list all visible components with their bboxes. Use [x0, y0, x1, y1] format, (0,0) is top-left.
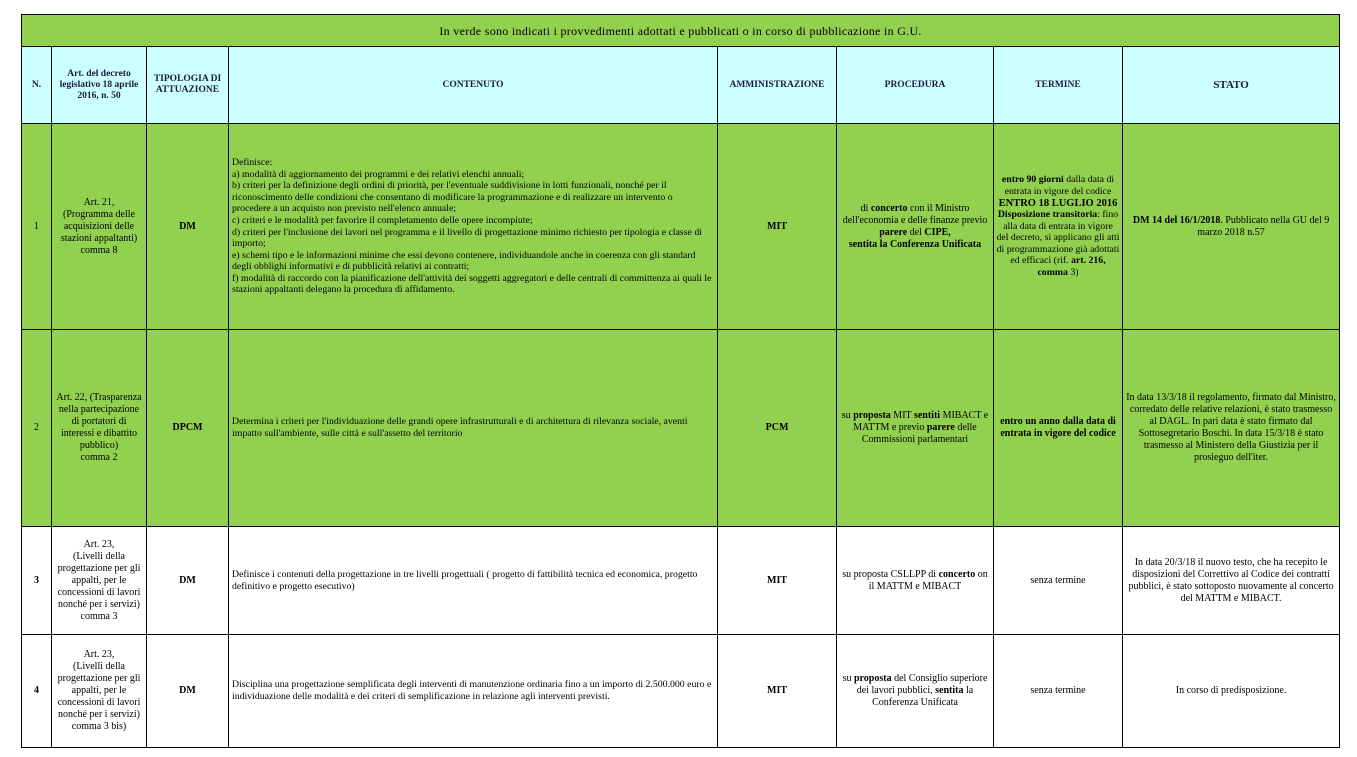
text-span: del Consiglio superiore dei lavori pubblici, [856, 673, 988, 696]
row-tipologia: DM [147, 635, 229, 748]
text-span: on il MATTM e MIBACT [868, 568, 988, 592]
row-tipologia: DPCM [147, 330, 229, 527]
text-span: parere [879, 226, 908, 238]
table-row [22, 527, 1340, 635]
contenuto-line: b) criteri per la definizione degli ordini di priorità, per l'eventuale suddivisione in lotti funzionali, nonché per il riconoscimento delle condizioni che consentano di modificare la programmazione e di realizzare un intervento o procedere a un acquisto non previsto nell'elenco annuale; [232, 180, 673, 215]
row-contenuto: Disciplina una progettazione semplificata degli interventi di manutenzione ordinaria fino a un importo di 2.500.000 euro e individuazione delle modalità e dei criteri di semplificazione in relazione agli interventi previsti. [229, 635, 718, 748]
header-articolo: Art. del decreto legislativo 18 aprile 2016, n. 50 [52, 47, 147, 124]
row-contenuto: Determina i criteri per l'individuazione delle grandi opere infrastrutturali e di architettura di rilevanza sociale, aventi impatto sull'ambiente, sulle città e sull'assetto del territorio [229, 330, 718, 527]
text-span: la Conferenza Unificata [872, 685, 974, 708]
row-amministrazione: PCM [718, 330, 837, 527]
text-span: . Pubblicato nella GU del 9 marzo 2018 n.57 [1197, 214, 1330, 238]
text-span: parere [926, 422, 955, 433]
articolo-line: (Programma delle acquisizioni delle stazioni appaltanti) [60, 208, 138, 244]
row-termine [994, 124, 1123, 330]
text-span: 3) [1067, 267, 1079, 279]
contenuto-line: Definisce: [232, 156, 273, 168]
text-span: MIT [890, 410, 914, 421]
articolo-line: (Livelli della progettazione per gli appalti, per le concessioni di lavori nonché per i servizi) [57, 550, 141, 610]
text-span: DM 14 del 16/1/2018 [1132, 214, 1221, 226]
contenuto-line: a) modalità di aggiornamento dei programmi e dei relativi elenchi annuali; [232, 168, 525, 180]
header-n: N. [22, 47, 52, 124]
row-termine: senza termine [994, 527, 1123, 635]
header-stato: STATO [1123, 47, 1340, 124]
header-contenuto: CONTENUTO [229, 47, 718, 124]
articolo-line: Art. 21, [83, 196, 115, 208]
text-span: di [860, 202, 871, 214]
row-number: 3 [22, 527, 52, 635]
text-span: proposta [853, 673, 892, 684]
contenuto-line: c) criteri e le modalità per favorire il completamento delle opere incompiute; [232, 214, 533, 226]
provvedimenti-table [21, 14, 1340, 748]
row-articolo [52, 330, 147, 527]
row-articolo [52, 635, 147, 748]
text-span: proposta [853, 410, 891, 421]
row-procedura [837, 527, 994, 635]
row-amministrazione: MIT [718, 635, 837, 748]
articolo-line: Art. 22, (Trasparenza nella partecipazione di portatori di interessi e dibattito pubblico) [56, 392, 142, 451]
header-amministrazione: AMMINISTRAZIONE [718, 47, 837, 124]
articolo-line: comma 8 [80, 244, 118, 256]
row-articolo [52, 124, 147, 330]
text-span: sentiti [913, 410, 941, 421]
row-amministrazione: MIT [718, 527, 837, 635]
text-span: delle Commissioni parlamentari [861, 422, 977, 445]
text-span: concerto [938, 568, 976, 580]
row-procedura [837, 330, 994, 527]
text-span: con il Ministro dell'economia e delle finanze previo [842, 202, 988, 226]
row-contenuto [229, 124, 718, 330]
row-termine: senza termine [994, 635, 1123, 748]
row-procedura [837, 635, 994, 748]
text-span: concerto [870, 202, 908, 214]
text-span: : fino alla data di entrata in vigore del decreto, si applicano gli atti di programmazione già adottati ed efficaci (rif. [996, 209, 1120, 267]
text-span: ENTRO 18 LUGLIO 2016 [998, 197, 1118, 209]
row-contenuto: Definisce i contenuti della progettazione in tre livelli progettuali ( progetto di fattibilità tecnica ed economica, progetto definitivo e progetto esecutivo) [229, 527, 718, 635]
contenuto-line: e) schemi tipo e le informazioni minime che essi devono contenere, individuandole anche in coerenza con gli standard degli obblighi informativi e di pubblicità relativi ai contratti; [232, 249, 696, 273]
text-span: del [907, 226, 925, 238]
text-span: su [841, 410, 854, 421]
articolo-line: comma 3 bis) [71, 721, 127, 732]
banner-note: In verde sono indicati i provvedimenti adottati e pubblicati o in corso di pubblicazione in G.U. [22, 15, 1340, 47]
table-row [22, 635, 1340, 748]
row-tipologia: DM [147, 527, 229, 635]
articolo-line: comma 2 [80, 452, 118, 463]
text-span: su proposta CSLLPP di [842, 568, 939, 580]
articolo-line: comma 3 [80, 610, 118, 622]
contenuto-line: f) modalità di raccordo con la pianificazione dell'attività dei soggetti aggregatori e delle centrali di committenza ai quali le stazioni appaltanti delegano la procedura di affidamento. [232, 272, 712, 296]
text-span: entro 90 giorni [1001, 174, 1064, 186]
header-tipologia: TIPOLOGIA DI ATTUAZIONE [147, 47, 229, 124]
row-tipologia: DM [147, 124, 229, 330]
header-termine: TERMINE [994, 47, 1123, 124]
row-termine: entro un anno dalla data di entrata in vigore del codice [994, 330, 1123, 527]
text-span: Disposizione transitoria [997, 209, 1098, 221]
text-span: su [842, 673, 854, 684]
row-number: 4 [22, 635, 52, 748]
contenuto-line: d) criteri per l'inclusione dei lavori nel programma e il livello di progettazione minimo richiesto per tipologia e classe di importo; [232, 226, 702, 250]
row-stato: In data 13/3/18 il regolamento, firmato dal Ministro, corredato delle relative relazioni, è stato trasmesso al DAGL. In pari data è stato firmato dal Sottosegretario Boschi. In data 15/3/18 è stato trasmesso al Ministero della Giustizia per il prosieguo dell'iter. [1123, 330, 1340, 527]
row-procedura [837, 124, 994, 330]
row-stato [1123, 124, 1340, 330]
text-span: dalla data di entrata in vigore del codice [1004, 174, 1115, 197]
articolo-line: (Livelli della progettazione per gli appalti, per le concessioni di lavori nonché per i servizi) [57, 661, 141, 720]
articolo-line: Art. 23, [83, 649, 115, 660]
row-number: 1 [22, 124, 52, 330]
text-span: art. 216, comma [1037, 255, 1106, 279]
text-span: CIPE, [924, 226, 951, 238]
table-row [22, 330, 1340, 527]
table-row [22, 124, 1340, 330]
row-stato: In corso di predisposizione. [1123, 635, 1340, 748]
text-span: sentita [935, 685, 964, 696]
row-articolo [52, 527, 147, 635]
row-stato: In data 20/3/18 il nuovo testo, che ha recepito le disposizioni del Correttivo al Codice dei contratti pubblici, è stato sottoposto nuovamente al concerto del MATTM e MIBACT. [1123, 527, 1340, 635]
text-span: sentita la Conferenza Unificata [848, 238, 982, 250]
articolo-line: Art. 23, [83, 538, 115, 550]
row-amministrazione: MIT [718, 124, 837, 330]
row-number: 2 [22, 330, 52, 527]
text-span: MIBACT e MATTM e previo [853, 410, 989, 433]
header-procedura: PROCEDURA [837, 47, 994, 124]
